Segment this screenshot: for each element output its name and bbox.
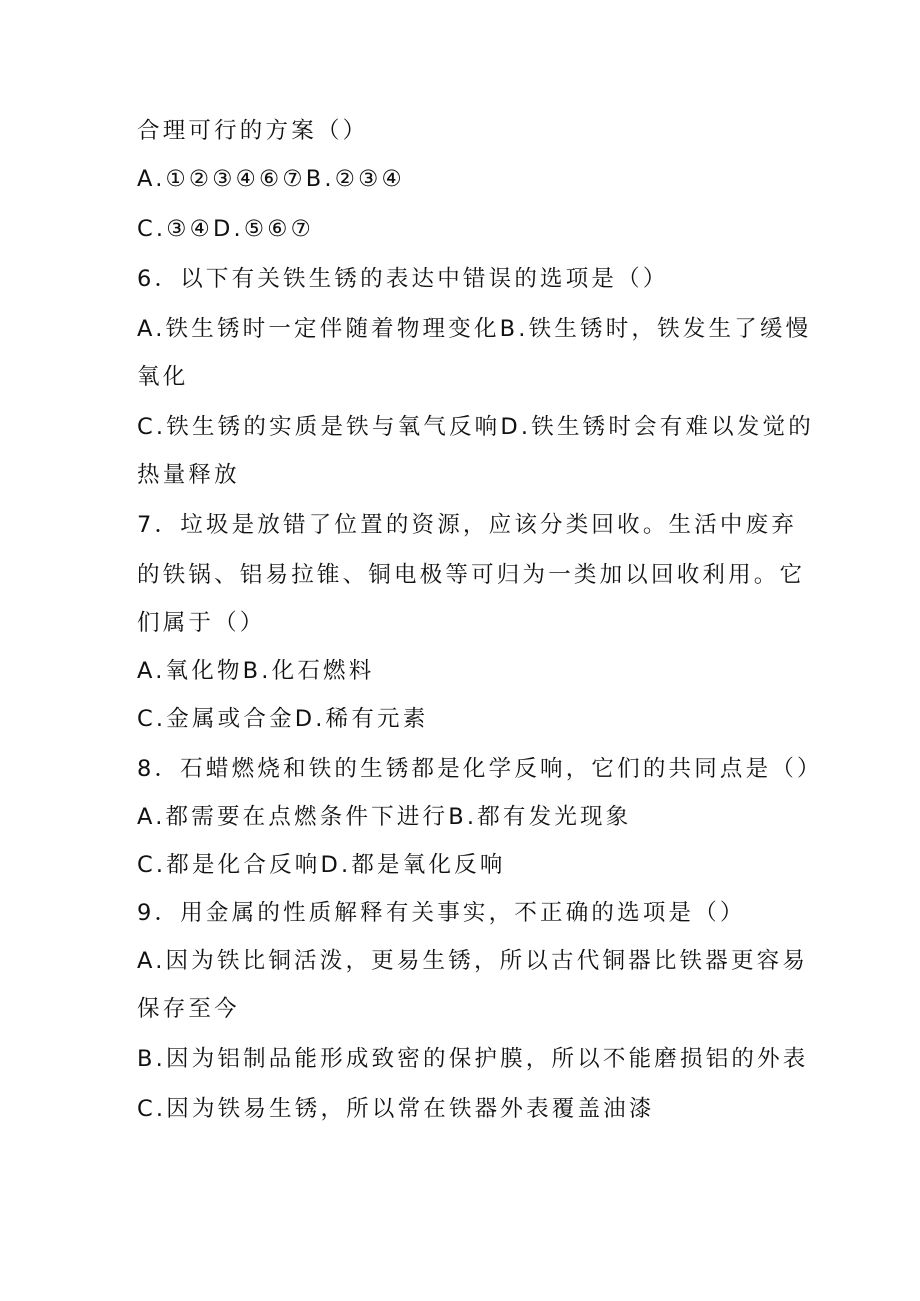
q6-options-cd-wrap: 热量释放 (137, 462, 240, 488)
q9-option-b: B.因为铝制品能形成致密的保护膜，所以不能磨损铝的外表 (137, 1046, 809, 1072)
q9-option-c: C.因为铁易生锈，所以常在铁器外表覆盖油漆 (137, 1096, 655, 1122)
q6-options-cd: C.铁生锈的实质是铁与氧气反响D.铁生锈时会有难以发觉的 (137, 414, 814, 440)
q8-options-cd: C.都是化合反响D.都是氧化反响 (137, 852, 506, 878)
q9-option-a-wrap: 保存至今 (137, 996, 240, 1022)
q6-stem: 6．以下有关铁生锈的表达中错误的选项是（） (137, 266, 669, 292)
q8-stem: 8．石蜡燃烧和铁的生锈都是化学反响，它们的共同点是（） (137, 756, 823, 782)
q6-options-ab-wrap: 氧化 (137, 364, 189, 390)
q8-options-ab: A.都需要在点燃条件下进行B.都有发光现象 (137, 804, 632, 830)
q7-options-ab: A.氧化物B.化石燃料 (137, 658, 375, 684)
q9-option-a: A.因为铁比铜活泼，更易生锈，所以古代铜器比铁器更容易 (137, 948, 809, 974)
q7-stem-line2: 的铁锅、铝易拉锥、铜电极等可归为一类加以回收利用。它 (137, 562, 806, 588)
q7-stem-line3: 们属于（） (137, 610, 266, 636)
q6-options-ab: A.铁生锈时一定伴随着物理变化B.铁生锈时，铁发生了缓慢 (137, 316, 812, 342)
q5-options-ab: A.①②③④⑥⑦B.②③④ (137, 166, 405, 192)
q5-options-cd: C.③④D.⑤⑥⑦ (137, 216, 314, 242)
q7-stem-line1: 7．垃圾是放错了位置的资源，应该分类回收。生活中废弃 (137, 512, 798, 538)
q5-stem-continuation: 合理可行的方案（） (137, 118, 369, 144)
q7-options-cd: C.金属或合金D.稀有元素 (137, 706, 429, 732)
q9-stem: 9．用金属的性质解释有关事实，不正确的选项是（） (137, 900, 746, 926)
